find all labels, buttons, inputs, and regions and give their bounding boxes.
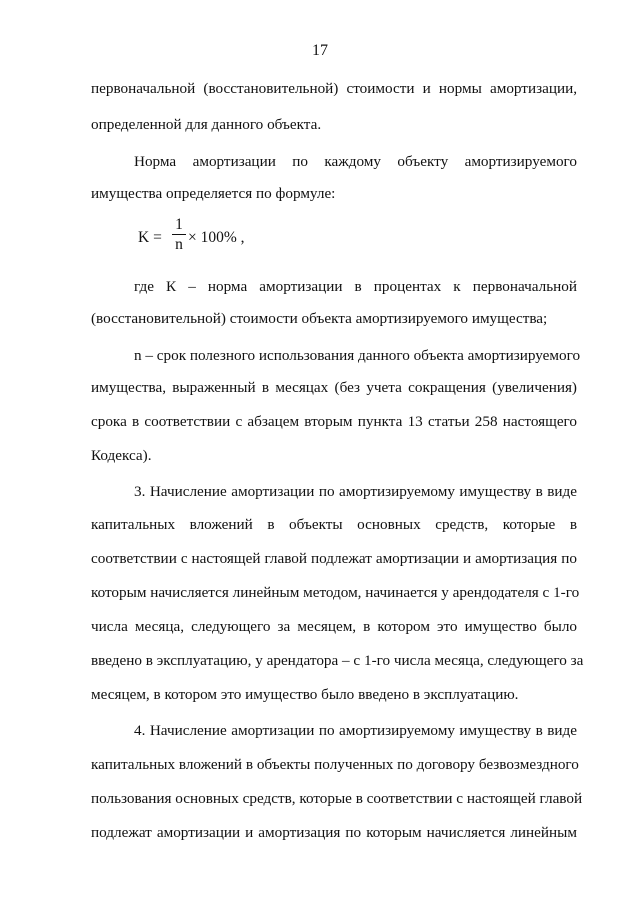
page-number: 17 [312, 42, 328, 59]
paragraph-first-line: 4. Начисление амортизации по амортизируемому имуществу в виде [134, 722, 577, 739]
formula-denominator: n [175, 236, 183, 253]
text-line: подлежат амортизации и амортизация по которым начисляется линейным [91, 824, 577, 841]
text-line: срока в соответствии с абзацем вторым пункта 13 статьи 258 настоящего [91, 413, 577, 430]
formula-numerator: 1 [175, 216, 183, 233]
formula-fraction [172, 216, 186, 253]
formula-rhs: × 100% , [188, 229, 245, 246]
paragraph-first-line: Норма амортизации по каждому объекту амортизируемого [134, 153, 577, 170]
text-line: введено в эксплуатацию, у арендатора – с 1-го числа месяца, следующего за [91, 652, 584, 669]
text-line: соответствии с настоящей главой подлежат амортизации и амортизация по [91, 550, 577, 567]
text-line: месяцем, в котором это имущество было введено в эксплуатацию. [91, 686, 519, 703]
text-line: капитальных вложений в объекты основных средств, которые в [91, 516, 577, 533]
formula-lhs: K = [138, 229, 162, 246]
text-line: имущества, выраженный в месяцах (без учета сокращения (увеличения) [91, 379, 577, 396]
text-line: которым начисляется линейным методом, начинается у арендодателя с 1-го [91, 584, 580, 601]
text-line: определенной для данного объекта. [91, 116, 322, 133]
text-line: Кодекса). [91, 447, 152, 464]
text-line: числа месяца, следующего за месяцем, в котором это имущество было [91, 618, 577, 635]
paragraph-first-line: 3. Начисление амортизации по амортизируемому имуществу в виде [134, 483, 577, 500]
text-line: первоначальной (восстановительной) стоимости и нормы амортизации, [91, 80, 577, 97]
text-line: пользования основных средств, которые в соответствии с настоящей главой [91, 790, 583, 807]
text-line: имущества определяется по формуле: [91, 185, 336, 202]
paragraph-first-line: где К – норма амортизации в процентах к первоначальной [134, 278, 577, 295]
text-line: капитальных вложений в объекты полученных по договору безвозмездного [91, 756, 579, 773]
paragraph-first-line: n – срок полезного использования данного объекта амортизируемого [134, 347, 581, 364]
text-line: (восстановительной) стоимости объекта амортизируемого имущества; [91, 310, 548, 327]
fraction-bar [172, 234, 186, 235]
